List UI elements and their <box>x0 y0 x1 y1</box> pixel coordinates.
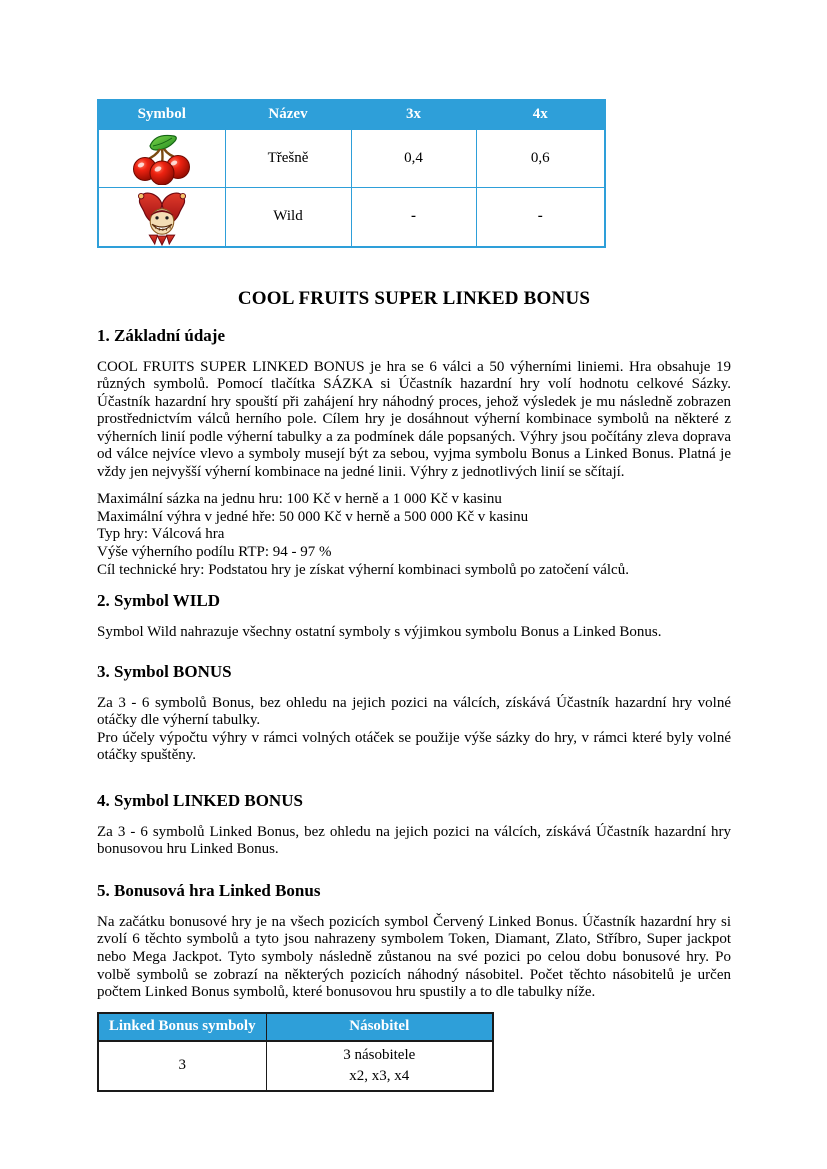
multiplier-header-symbols: Linked Bonus symboly <box>98 1013 266 1041</box>
cell-4x-value: 0,6 <box>476 129 605 187</box>
section-2-paragraph: Symbol Wild nahrazuje všechny ostatní symboly s výjimkou symbolu Bonus a Linked Bonus. <box>97 624 662 641</box>
cell-4x-value: - <box>476 187 605 247</box>
section-4-paragraph: Za 3 - 6 symbolů Linked Bonus, bez ohledu na jejich pozici na válcích, získává Účastník hazardní hry bonusovou hru Linked Bonus. <box>97 823 731 858</box>
paytable-header-row <box>98 100 605 129</box>
section-heading-5: 5. Bonusová hra Linked Bonus <box>97 880 321 900</box>
cell-3x-value: 0,4 <box>351 129 476 187</box>
joker-icon <box>99 188 225 246</box>
paytable-header-3x: 3x <box>351 100 476 129</box>
section-heading-1: 1. Základní údaje <box>97 325 226 345</box>
multiplier-table <box>97 1012 494 1092</box>
paytable-header-symbol: Symbol <box>98 100 225 129</box>
paytable-header-name: Název <box>225 100 351 129</box>
cell-linked-bonus-count: 3 <box>98 1041 266 1091</box>
multiplier-header-row <box>98 1013 493 1041</box>
info-line-max-bet: Maximální sázka na jednu hru: 100 Kč v herně a 1 000 Kč v kasinu <box>97 491 502 508</box>
section-1-info-block <box>97 491 731 579</box>
section-heading-2: 2. Symbol WILD <box>97 591 220 611</box>
section-5-paragraph: Na začátku bonusové hry je na všech pozicích symbol Červený Linked Bonus. Účastník hazardní hry si zvolí 6 těchto symbolů a tyto jsou nahrazeny symbolem Token, Diamant, Zlato, Stříbro, Super jackpot nebo Mega Jackpot. Tyto symboly následně zůstanou na své pozici po celou dobu bonusové hry. Po volbě symbolů se zobrazí na některých pozicích náhodný násobitel. Počet těchto násobitelů je určen počtem Linked Bonus symbolů, které bonusovou hru spustily a to dle tabulky níže. <box>97 913 731 1001</box>
paytable-header-4x: 4x <box>476 100 605 129</box>
document-content <box>97 0 731 1092</box>
cell-symbol-name: Třešně <box>225 129 351 187</box>
table-row <box>98 1041 493 1091</box>
cell-multiplier-value <box>266 1041 493 1091</box>
page-title: COOL FRUITS SUPER LINKED BONUS <box>237 287 591 309</box>
section-3-paragraph-1: Za 3 - 6 symbolů Bonus, bez ohledu na jejich pozici na válcích, získává Účastník hazardní hry volné otáčky dle výherní tabulky. <box>97 694 731 729</box>
info-line-goal: Cíl technické hry: Podstatou hry je získat výherní kombinaci symbolů po zatočení válců. <box>97 561 629 578</box>
multiplier-header-multiplier: Násobitel <box>266 1013 493 1041</box>
cherries-icon <box>99 131 225 185</box>
multiplier-line-1: 3 násobitele <box>343 1046 416 1063</box>
table-row <box>98 187 605 247</box>
info-line-max-win: Maximální výhra v jedné hře: 50 000 Kč v herně a 500 000 Kč v kasinu <box>97 508 529 525</box>
section-heading-3: 3. Symbol BONUS <box>97 661 232 681</box>
info-line-rtp: Výše výherního podílu RTP: 94 - 97 % <box>97 543 332 560</box>
section-1-paragraph: COOL FRUITS SUPER LINKED BONUS je hra se 6 válci a 50 výherními liniemi. Hra obsahuje 19 různých symbolů. Pomocí tlačítka SÁZKA si Účastník hazardní hry volí hodnotu celkové Sázky. Účastník hazardní hry spouští při zahájení hry náhodný proces, jehož výsledek je mu následně zobrazen prostřednictvím válců herního pole. Cílem hry je dosáhnout výherní kombinace symbolů na některé z výherních linií podle výherní tabulky a za podmínek dále popsaných. Výhry jsou počítány zleva doprava od válce nejvíce vlevo a symboly musejí být za sebou, vyjma symbolu Bonus a Linked Bonus. Platná je vždy jen nejvyšší výherní kombinace na jedné linii. Výhry z jednotlivých linií se sčítají. <box>97 358 731 480</box>
info-line-game-type: Typ hry: Válcová hra <box>97 526 225 543</box>
cell-symbol-name: Wild <box>225 187 351 247</box>
wild-cell <box>98 187 225 247</box>
cell-3x-value: - <box>351 187 476 247</box>
cherries-cell <box>98 129 225 187</box>
symbol-paytable <box>97 99 606 248</box>
section-3-paragraph-2: Pro účely výpočtu výhry v rámci volných otáček se použije výše sázky do hry, v rámci které byly volné otáčky spuštěny. <box>97 729 731 764</box>
multiplier-line-2: x2, x3, x4 <box>349 1067 410 1084</box>
section-heading-4: 4. Symbol LINKED BONUS <box>97 790 303 810</box>
table-row <box>98 129 605 187</box>
